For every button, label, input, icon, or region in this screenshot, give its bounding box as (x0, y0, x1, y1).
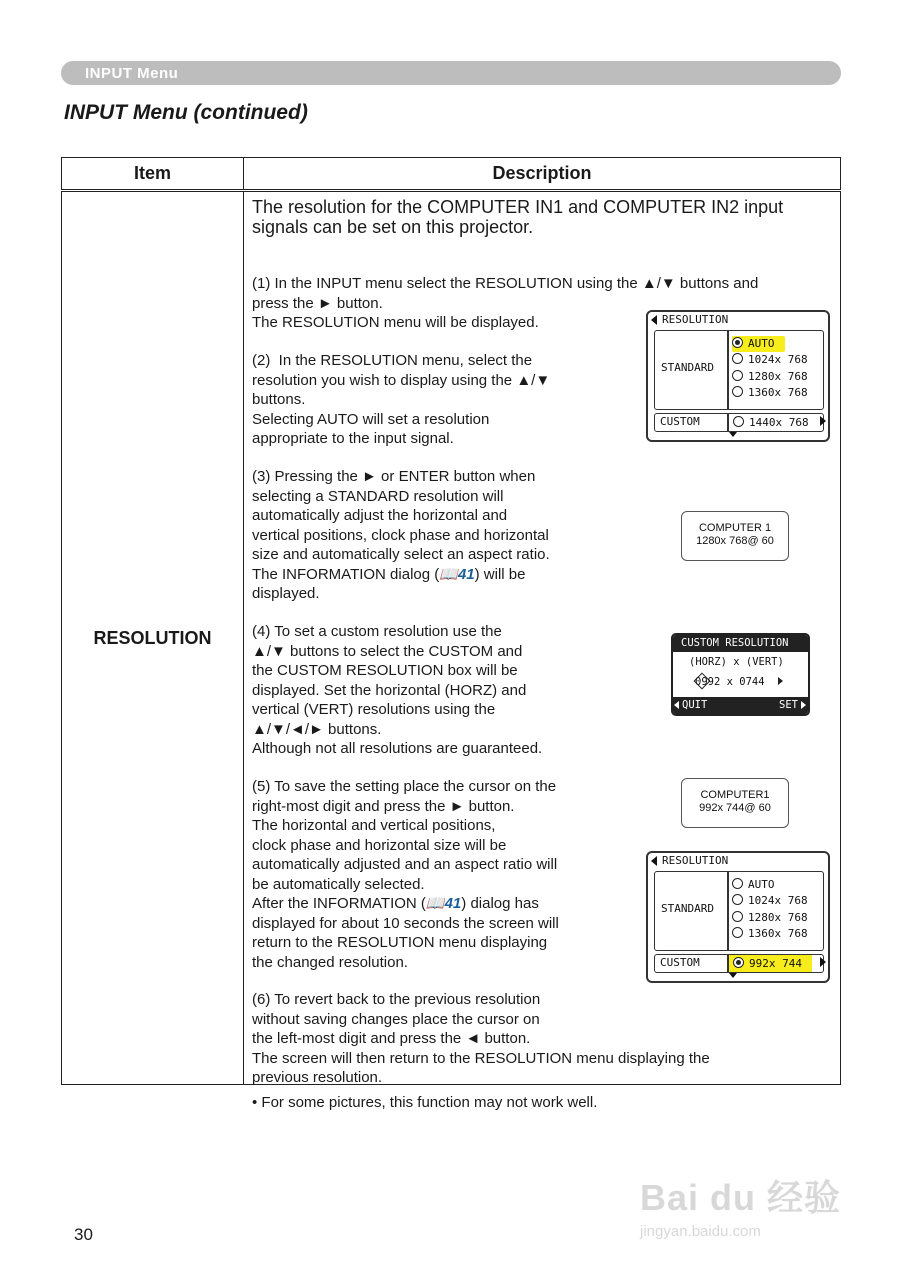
radio-icon (732, 894, 743, 905)
standard-label: STANDARD (661, 902, 714, 915)
right-arrow-icon (820, 416, 826, 426)
book-icon: 📖 (439, 565, 458, 583)
standard-group (654, 330, 824, 410)
radio-icon (732, 927, 743, 938)
divider (727, 331, 729, 409)
custom-label: CUSTOM (660, 956, 700, 969)
item-column-header: Item (62, 158, 244, 191)
page-number: 30 (74, 1225, 93, 1244)
watermark (640, 1170, 841, 1240)
radio-selected-icon (733, 957, 744, 968)
standard-label: STANDARD (661, 361, 714, 374)
intro-text: The resolution for the COMPUTER IN1 and COMPUTER IN2 input signals can be set on this projector. (252, 197, 784, 237)
custom-group[interactable] (654, 954, 824, 973)
page-title: INPUT Menu (continued) (64, 101, 308, 124)
radio-icon (732, 386, 743, 397)
osd-title: RESOLUTION (662, 854, 729, 867)
option-1280x768[interactable]: 1280x 768 (732, 369, 808, 385)
step-4-text: (4) To set a custom resolution use the ▲/▼ buttons to select the CUSTOM and the CUSTOM RESOLUTION box will be displayed. Set the horizontal (HORZ) and vertical (VERT) resolutions using the ▲/▼/◄/► buttons. Although not all resolutions are guaranteed. (252, 623, 543, 757)
watermark-logo: Bai du 经验 (640, 1177, 842, 1218)
custom-label: CUSTOM (660, 415, 700, 428)
step-5-text: (5) To save the setting place the cursor on the right-most digit and press the ► button. The horizontal and vertical positions, clock phase and horizontal size will be automatically adjusted and an aspect ratio will be automatically selected. After the INFORMATION (📖41) dialog has displayed for about 10 seconds the screen will return to the RESOLUTION menu displaying the changed resolution. (252, 778, 559, 971)
step-2-text: (2) In the RESOLUTION menu, select the resolution you wish to display using the ▲/▼ buttons. Selecting AUTO will set a resolution appropriate to the input signal. (252, 352, 551, 447)
step-6-text: (6) To revert back to the previous resolution without saving changes place the cursor on the left-most digit and press the ◄ button. The screen will then return to the RESOLUTION menu displaying the previous resolution. (252, 991, 710, 1086)
info-source: COMPUTER1 (700, 789, 770, 801)
radio-selected-icon (732, 337, 743, 348)
custom-resolution-box (671, 633, 810, 716)
section-header-bar (61, 61, 841, 85)
radio-icon (732, 353, 743, 364)
right-arrow-icon (820, 957, 826, 967)
left-arrow-icon (651, 856, 657, 866)
note-text: • For some pictures, this function may not work well. (252, 1094, 598, 1111)
information-dialog-2 (681, 778, 789, 828)
page-ref-link[interactable]: 📖41 (439, 565, 475, 583)
down-arrow-icon (729, 973, 737, 978)
resolution-osd-menu-updated (646, 851, 830, 983)
radio-icon (732, 370, 743, 381)
right-arrow-icon (801, 701, 806, 709)
quit-button[interactable]: QUIT (682, 699, 708, 711)
info-resolution: 992x 744@ 60 (699, 802, 771, 814)
down-arrow-icon (729, 432, 737, 437)
divider (727, 414, 729, 431)
watermark-url: jingyan.baidu.com (640, 1223, 761, 1240)
radio-icon (732, 911, 743, 922)
osd-title: RESOLUTION (662, 313, 729, 326)
custom-value-selected: 992x 744 (729, 955, 812, 972)
step-1-text: (1) In the INPUT menu select the RESOLUTION using the ▲/▼ buttons and press the ► button. The RESOLUTION menu will be displayed. (252, 275, 759, 331)
set-button[interactable]: SET (779, 699, 798, 711)
option-1360x768[interactable]: 1360x 768 (732, 385, 808, 401)
info-source: COMPUTER 1 (698, 522, 772, 534)
step-3-text: (3) Pressing the ► or ENTER button when selecting a STANDARD resolution will automatically adjust the horizontal and vertical positions, clock phase and horizontal size and automatically select an aspect ratio. The INFORMATION dialog (📖41) will be displayed. (252, 468, 550, 602)
option-1280x768[interactable]: 1280x 768 (732, 910, 808, 926)
information-dialog-1 (681, 511, 789, 561)
resolution-osd-menu (646, 310, 830, 442)
axis-label: (HORZ) x (VERT) (689, 656, 784, 668)
item-name: RESOLUTION (62, 191, 244, 1085)
custom-resolution-title: CUSTOM RESOLUTION (673, 635, 808, 652)
option-1360x768[interactable]: 1360x 768 (732, 926, 808, 942)
description-cell (244, 191, 841, 1111)
custom-group[interactable] (654, 413, 824, 432)
radio-icon (732, 878, 743, 889)
book-icon: 📖 (425, 895, 445, 912)
left-arrow-icon (651, 315, 657, 325)
description-column-header: Description (244, 158, 841, 191)
divider (727, 872, 729, 950)
page-ref-link[interactable]: 📖41 (425, 895, 462, 912)
option-1024x768[interactable]: 1024x 768 (732, 893, 808, 909)
radio-icon (733, 416, 744, 427)
option-1024x768[interactable]: 1024x 768 (732, 352, 808, 368)
section-label: INPUT Menu (85, 65, 179, 82)
info-resolution: 1280x 768@ 60 (696, 535, 774, 547)
resolution-table (61, 157, 841, 1111)
resolution-value[interactable]: 0992 x 0744 (695, 676, 765, 688)
right-arrow-icon (778, 677, 783, 685)
left-arrow-icon (674, 701, 679, 709)
standard-group (654, 871, 824, 951)
option-auto[interactable]: AUTO (732, 877, 775, 893)
option-auto[interactable]: AUTO (732, 336, 785, 352)
custom-value: 1440x 768 (733, 414, 819, 431)
custom-resolution-footer (673, 697, 808, 714)
